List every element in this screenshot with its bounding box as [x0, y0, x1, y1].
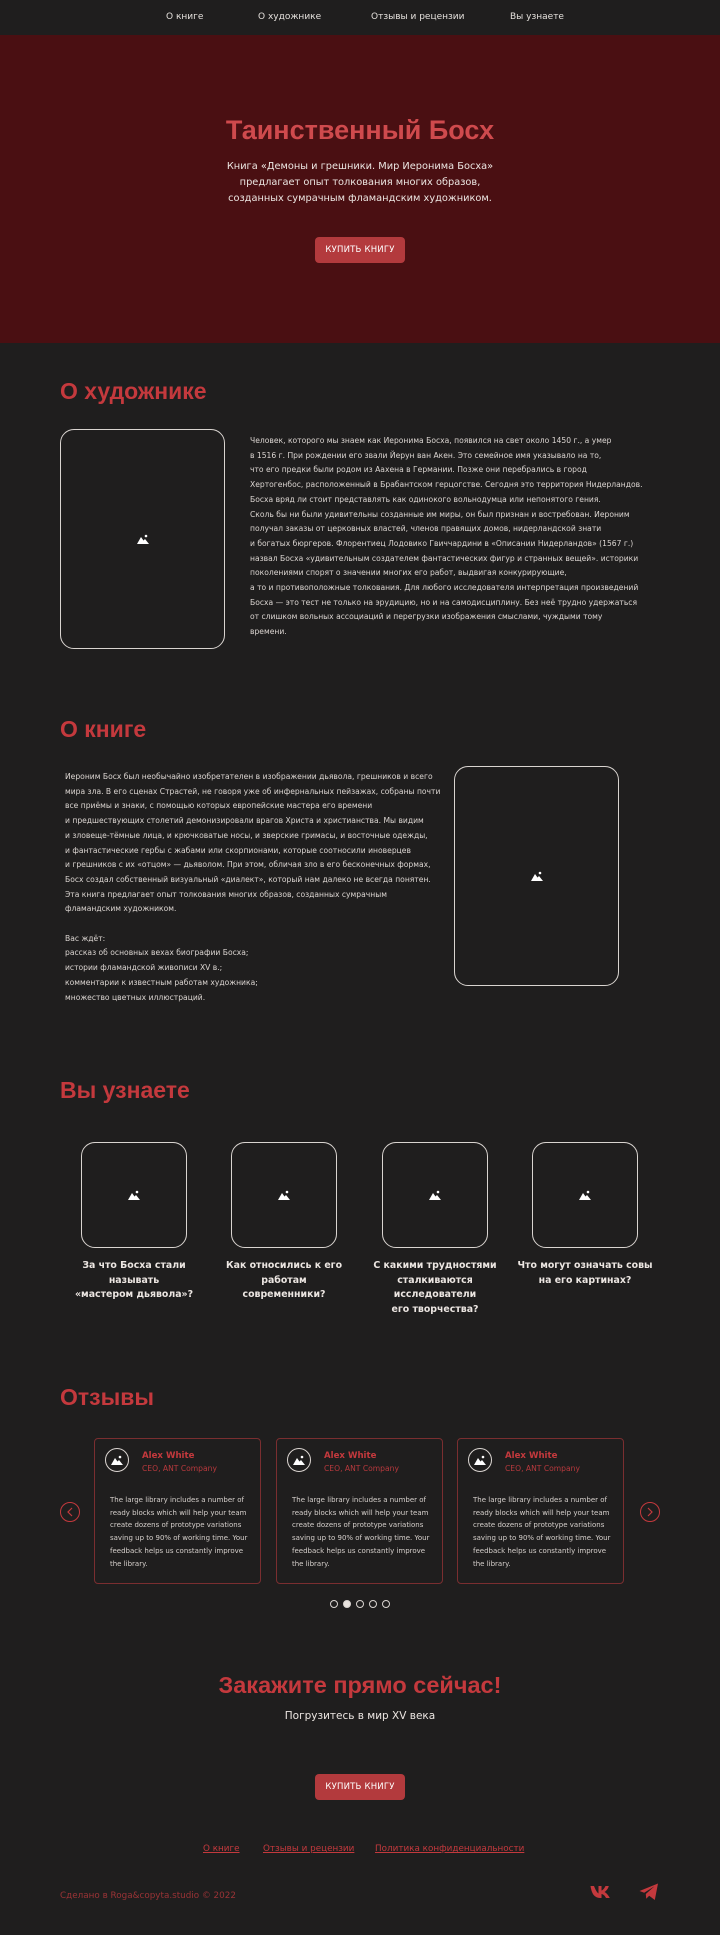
learn-section-title: Вы узнаете [60, 1077, 190, 1103]
review-card [94, 1438, 261, 1584]
review-line: feedback helps us constantly improve [292, 1546, 426, 1555]
book-line: и фантастические гербы с жабами или скорпионами, которые соотносили иноверцев [65, 845, 411, 855]
review-line: ready blocks which will help your team [110, 1508, 247, 1517]
hero-buy-button[interactable]: КУПИТЬ КНИГУ [315, 237, 405, 263]
artist-line: Человек, которого мы знаем как Иеронима Босха, появился на свет около 1450 г., а умер [250, 436, 612, 445]
artist-line: в 1516 г. При рождении его звали Йерун ван Акен. Это семейное имя указывало на то, [250, 450, 602, 460]
cta-subtitle: Погрузитесь в мир XV века [284, 1710, 436, 1722]
artist-text [250, 434, 643, 640]
image-placeholder-icon [531, 871, 543, 881]
spacer [65, 917, 440, 932]
hero-section [0, 35, 720, 343]
review-line: the library. [292, 1559, 330, 1568]
expect-title: Вас ждёт: [65, 933, 106, 943]
image-placeholder-icon [579, 1190, 591, 1200]
image-placeholder-icon [111, 1455, 123, 1465]
review-line: the library. [473, 1559, 511, 1568]
book-line: и предшествующих столетий демонизировали врагов Христа и христианства. Мы видим [65, 816, 424, 826]
footer-link-privacy[interactable]: Политика конфиденциальности [375, 1844, 525, 1854]
review-text [473, 1494, 613, 1570]
chevron-left-icon [67, 1507, 73, 1517]
vk-icon[interactable] [590, 1884, 612, 1903]
review-line: saving up to 90% of working time. Your [473, 1534, 611, 1543]
artist-line: получал заказы от церковных властей, членов правящих домов, нидерландской знати [250, 524, 602, 534]
review-line: feedback helps us constantly improve [110, 1546, 244, 1555]
telegram-icon[interactable] [639, 1883, 659, 1905]
pagination-dot-active[interactable] [343, 1600, 351, 1608]
reviewer-name: Alex White [505, 1451, 558, 1461]
pagination-dot[interactable] [382, 1600, 390, 1608]
artist-line: и богатых бюргеров. Флорентиец Лодовико Гвиччардини в «Описании Нидерландов» (1567 г.) [250, 538, 634, 548]
learn-caption-line: современники? [242, 1289, 326, 1300]
review-text [110, 1494, 250, 1570]
expect-item: истории фламандской живописи XV в.; [65, 963, 223, 973]
artist-line: Босха вряд ли стоит представлять как одинокого вольнодумца или непонятого гения. [250, 494, 601, 504]
book-line: мира зла. В его сценах Страстей, не говоря уже об инфернальных пейзажах, собраны почти [65, 786, 441, 796]
review-line: ready blocks which will help your team [292, 1508, 429, 1517]
review-text [292, 1494, 432, 1570]
hero-line: предлагает опыт толкования многих образов, [239, 177, 481, 188]
review-line: The large library includes a number of [110, 1496, 244, 1504]
book-line: и грешников с их «отцом» — дьяволом. При этом, обличая зло в его бесконечных формах, [65, 860, 431, 870]
pagination-dot[interactable] [330, 1600, 338, 1608]
book-line: Эта книга предлагает опыт толкования многих образов, созданных сумрачным [65, 889, 387, 899]
learn-caption-line: его творчества? [391, 1303, 479, 1315]
image-placeholder-icon [137, 534, 149, 544]
book-line: Босх создал собственный визуальный «диалект», который нам далеко не всегда понятен. [65, 874, 431, 884]
nav-link-artist[interactable]: О художнике [258, 12, 322, 22]
hero-title: Таинственный Босх [225, 115, 495, 145]
learn-caption [209, 1259, 359, 1303]
book-line: фламандским художником. [65, 904, 177, 914]
learn-card-image [231, 1142, 337, 1248]
pagination-dot[interactable] [356, 1600, 364, 1608]
learn-caption-line: За что Босха стали называть [82, 1260, 186, 1286]
book-section-title: О книге [60, 716, 147, 742]
learn-caption-line: С какими трудностями [373, 1260, 497, 1271]
footer-link-reviews[interactable]: Отзывы и рецензии [263, 1844, 355, 1854]
reviewer-name: Alex White [142, 1451, 195, 1461]
review-line: create dozens of prototype variations [473, 1521, 605, 1530]
learn-card-image [81, 1142, 187, 1248]
learn-caption-line: Как относились к его работам [225, 1260, 343, 1286]
book-text [65, 770, 440, 1005]
reviewer-role: CEO, ANT Company [324, 1464, 399, 1473]
review-line: saving up to 90% of working time. Your [292, 1534, 430, 1543]
learn-caption-line: Что могут означать совы [517, 1260, 653, 1271]
learn-caption-line: сталкиваются исследователи [393, 1274, 477, 1300]
book-line: Иероним Босх был необычайно изобретателен в изображении дьявола, грешников и всего [65, 772, 433, 781]
review-line: create dozens of prototype variations [110, 1521, 242, 1530]
reviewer-role: CEO, ANT Company [142, 1464, 217, 1473]
expect-item: множество цветных иллюстраций. [65, 992, 206, 1002]
reviewer-role: CEO, ANT Company [505, 1464, 580, 1473]
image-placeholder-icon [278, 1190, 290, 1200]
image-placeholder-icon [474, 1455, 486, 1465]
image-placeholder-icon [293, 1455, 305, 1465]
review-card [457, 1438, 624, 1584]
review-line: the library. [110, 1559, 148, 1568]
learn-card-image [382, 1142, 488, 1248]
cta-buy-button[interactable]: КУПИТЬ КНИГУ [315, 1774, 405, 1800]
artist-line: Босха — это тест не только на эрудицию, но и на самодисциплину. Без неё трудно удержаться [250, 597, 638, 607]
review-line: The large library includes a number of [292, 1496, 426, 1504]
avatar [468, 1448, 492, 1472]
artist-line: что его предки были родом из Аахена в Германии. Позже они перебрались в город [250, 465, 587, 475]
footer-link-book[interactable]: О книге [203, 1844, 240, 1854]
learn-caption [510, 1259, 660, 1288]
chevron-right-icon [647, 1507, 653, 1517]
review-line: ready blocks which will help your team [473, 1508, 610, 1517]
learn-card-image [532, 1142, 638, 1248]
copyright: Сделано в Roga&copyta.studio © 2022 [60, 1891, 236, 1901]
image-placeholder-icon [128, 1190, 140, 1200]
artist-line: поколениями спорят о значении многих его работ, выдвигая конкурирующие, [250, 568, 567, 578]
expect-item: рассказ об основных вехах биографии Босха; [65, 948, 249, 958]
pagination-dot[interactable] [369, 1600, 377, 1608]
expect-item: комментарии к известным работам художника; [65, 977, 258, 987]
nav-link-learn[interactable]: Вы узнаете [510, 12, 564, 22]
review-line: create dozens of prototype variations [292, 1521, 424, 1530]
top-nav [0, 0, 720, 35]
artist-image [60, 429, 225, 649]
artist-section-title: О художнике [60, 378, 207, 404]
avatar [287, 1448, 311, 1472]
hero-line: созданных сумрачным фламандским художником. [228, 193, 492, 204]
artist-line: назвал Босха «удивительным создателем фантастических фигур и странных вещей». историки [250, 553, 639, 563]
review-line: feedback helps us constantly improve [473, 1546, 607, 1555]
slider-next-button[interactable] [640, 1502, 660, 1522]
learn-caption [59, 1259, 209, 1303]
book-line: все приёмы и знаки, с помощью которых европейские мастера его времени [65, 801, 373, 811]
cta-title: Закажите прямо сейчас! [218, 1672, 502, 1698]
review-line: saving up to 90% of working time. Your [110, 1534, 248, 1543]
reviewer-name: Alex White [324, 1451, 377, 1461]
nav-link-book[interactable]: О книге [166, 12, 204, 22]
artist-line: Сколь бы ни были удивительны созданные им миры, он был признан и востребован. Иероним [250, 509, 630, 519]
review-card [276, 1438, 443, 1584]
artist-line: времени. [250, 627, 287, 637]
artist-line: от слишком вольных ассоциаций и перегрузки изображения смыслами, чуждыми тому [250, 612, 603, 622]
learn-caption-line: «мастером дьявола»? [74, 1289, 194, 1300]
avatar [105, 1448, 129, 1472]
reviews-section-title: Отзывы [60, 1384, 155, 1410]
artist-line: Хертогенбос, расположенный в Брабантском герцогстве. Сегодня это территория Нидерландов. [250, 480, 643, 490]
slider-prev-button[interactable] [60, 1502, 80, 1522]
hero-description [210, 159, 510, 207]
book-line: и зловеще-тёмные лица, и крючковатые носы, и зверские гримасы, и восточные одежды, [65, 830, 428, 840]
review-line: The large library includes a number of [473, 1496, 607, 1504]
image-placeholder-icon [429, 1190, 441, 1200]
artist-line: а то и противоположные толкования. Для любого исследователя интерпретация произведений [250, 583, 639, 593]
learn-caption-line: на его картинах? [538, 1274, 632, 1286]
book-image [454, 766, 619, 986]
nav-link-reviews[interactable]: Отзывы и рецензии [371, 12, 465, 22]
learn-caption [360, 1259, 510, 1317]
hero-line: Книга «Демоны и грешники. Мир Иеронима Босха» [226, 161, 494, 172]
